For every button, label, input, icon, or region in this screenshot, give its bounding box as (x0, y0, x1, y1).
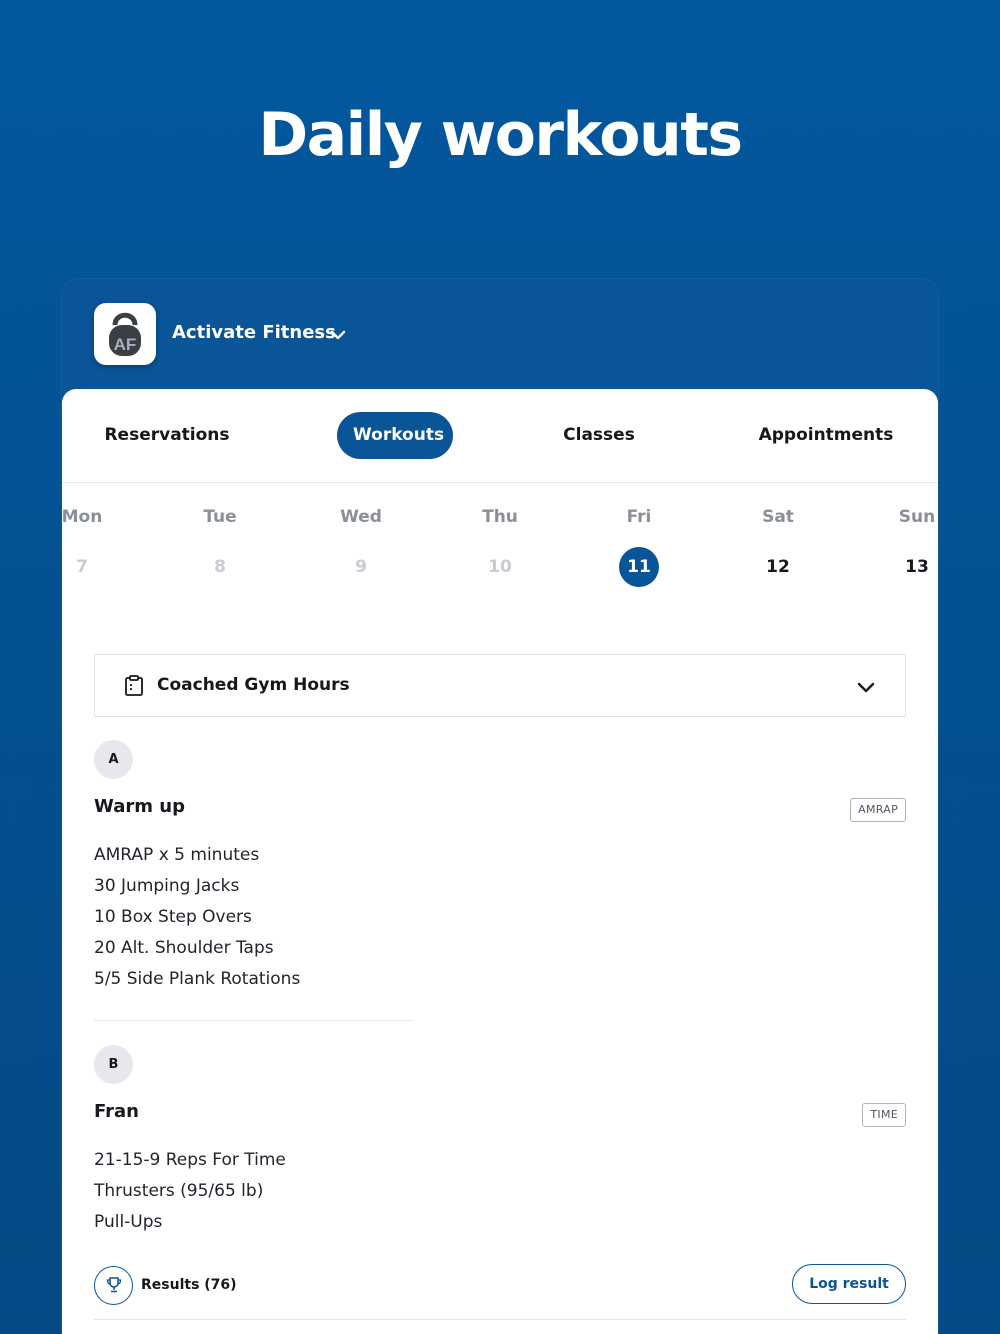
trophy-icon-glyph (105, 1276, 123, 1294)
chevron-down-icon (328, 325, 348, 345)
day-number: 9 (355, 557, 367, 577)
section-description (94, 1145, 286, 1238)
day-number: 8 (214, 557, 226, 577)
gym-logo (94, 303, 156, 365)
day-number: 13 (905, 557, 929, 577)
day-number-selected: 11 (619, 547, 659, 587)
day-name: Sun (898, 507, 936, 527)
section-divider (94, 1020, 413, 1021)
tab-appointments[interactable]: Appointments (758, 425, 894, 445)
workout-section-a (94, 740, 906, 1020)
tab-bar (62, 389, 938, 483)
hero-title: Daily workouts (258, 100, 742, 170)
chevron-down-icon (855, 677, 877, 697)
day-sun[interactable] (877, 483, 938, 587)
log-result-button[interactable]: Log result (792, 1264, 906, 1304)
tab-workouts[interactable]: Workouts (337, 412, 453, 459)
section-title: Warm up (94, 796, 185, 817)
app-preview (62, 279, 938, 1334)
description-line: Thrusters (95/65 lb) (94, 1181, 264, 1201)
day-number: 12 (766, 557, 790, 577)
day-name: Sat (762, 507, 794, 527)
workout-section-b (94, 1045, 906, 1255)
description-line: Pull-Ups (94, 1212, 163, 1232)
section-description (94, 840, 300, 995)
day-sat[interactable] (738, 483, 818, 587)
section-letter-badge: A (94, 740, 133, 779)
day-tue[interactable] (180, 483, 260, 587)
gym-selector[interactable] (62, 279, 938, 389)
day-name: Fri (626, 507, 652, 527)
description-line: 21-15-9 Reps For Time (94, 1150, 286, 1170)
day-name: Wed (340, 507, 382, 527)
score-type-badge: TIME (862, 1103, 906, 1127)
tab-reservations[interactable]: Reservations (104, 425, 230, 445)
week-strip (62, 483, 938, 623)
day-fri[interactable] (599, 483, 679, 587)
results-label: Results (76) (141, 1277, 237, 1293)
gym-logo-text: AF (113, 335, 137, 354)
description-line: 20 Alt. Shoulder Taps (94, 938, 274, 958)
program-dropdown[interactable] (94, 654, 906, 717)
description-line: 10 Box Step Overs (94, 907, 252, 927)
program-label: Coached Gym Hours (157, 675, 350, 695)
day-name: Mon (62, 507, 103, 527)
day-number: 7 (76, 557, 88, 577)
description-line: 30 Jumping Jacks (94, 876, 240, 896)
day-thu[interactable] (460, 483, 540, 587)
day-name: Thu (482, 507, 518, 527)
day-mon[interactable] (62, 483, 122, 587)
day-wed[interactable] (321, 483, 401, 587)
day-name: Tue (203, 507, 237, 527)
score-type-badge: AMRAP (850, 798, 906, 822)
main-content (62, 389, 938, 1334)
section-letter-badge: B (94, 1045, 133, 1084)
section-title: Fran (94, 1101, 139, 1122)
results-link[interactable] (94, 1265, 237, 1305)
kettlebell-logo-icon (105, 309, 145, 359)
section-divider (94, 1319, 906, 1320)
clipboard-icon (123, 675, 145, 697)
tab-classes[interactable]: Classes (563, 425, 635, 445)
gym-name: Activate Fitness (172, 322, 336, 343)
trophy-icon (94, 1266, 133, 1305)
description-line: 5/5 Side Plank Rotations (94, 969, 301, 989)
day-number: 10 (488, 557, 512, 577)
description-line: AMRAP x 5 minutes (94, 845, 260, 865)
